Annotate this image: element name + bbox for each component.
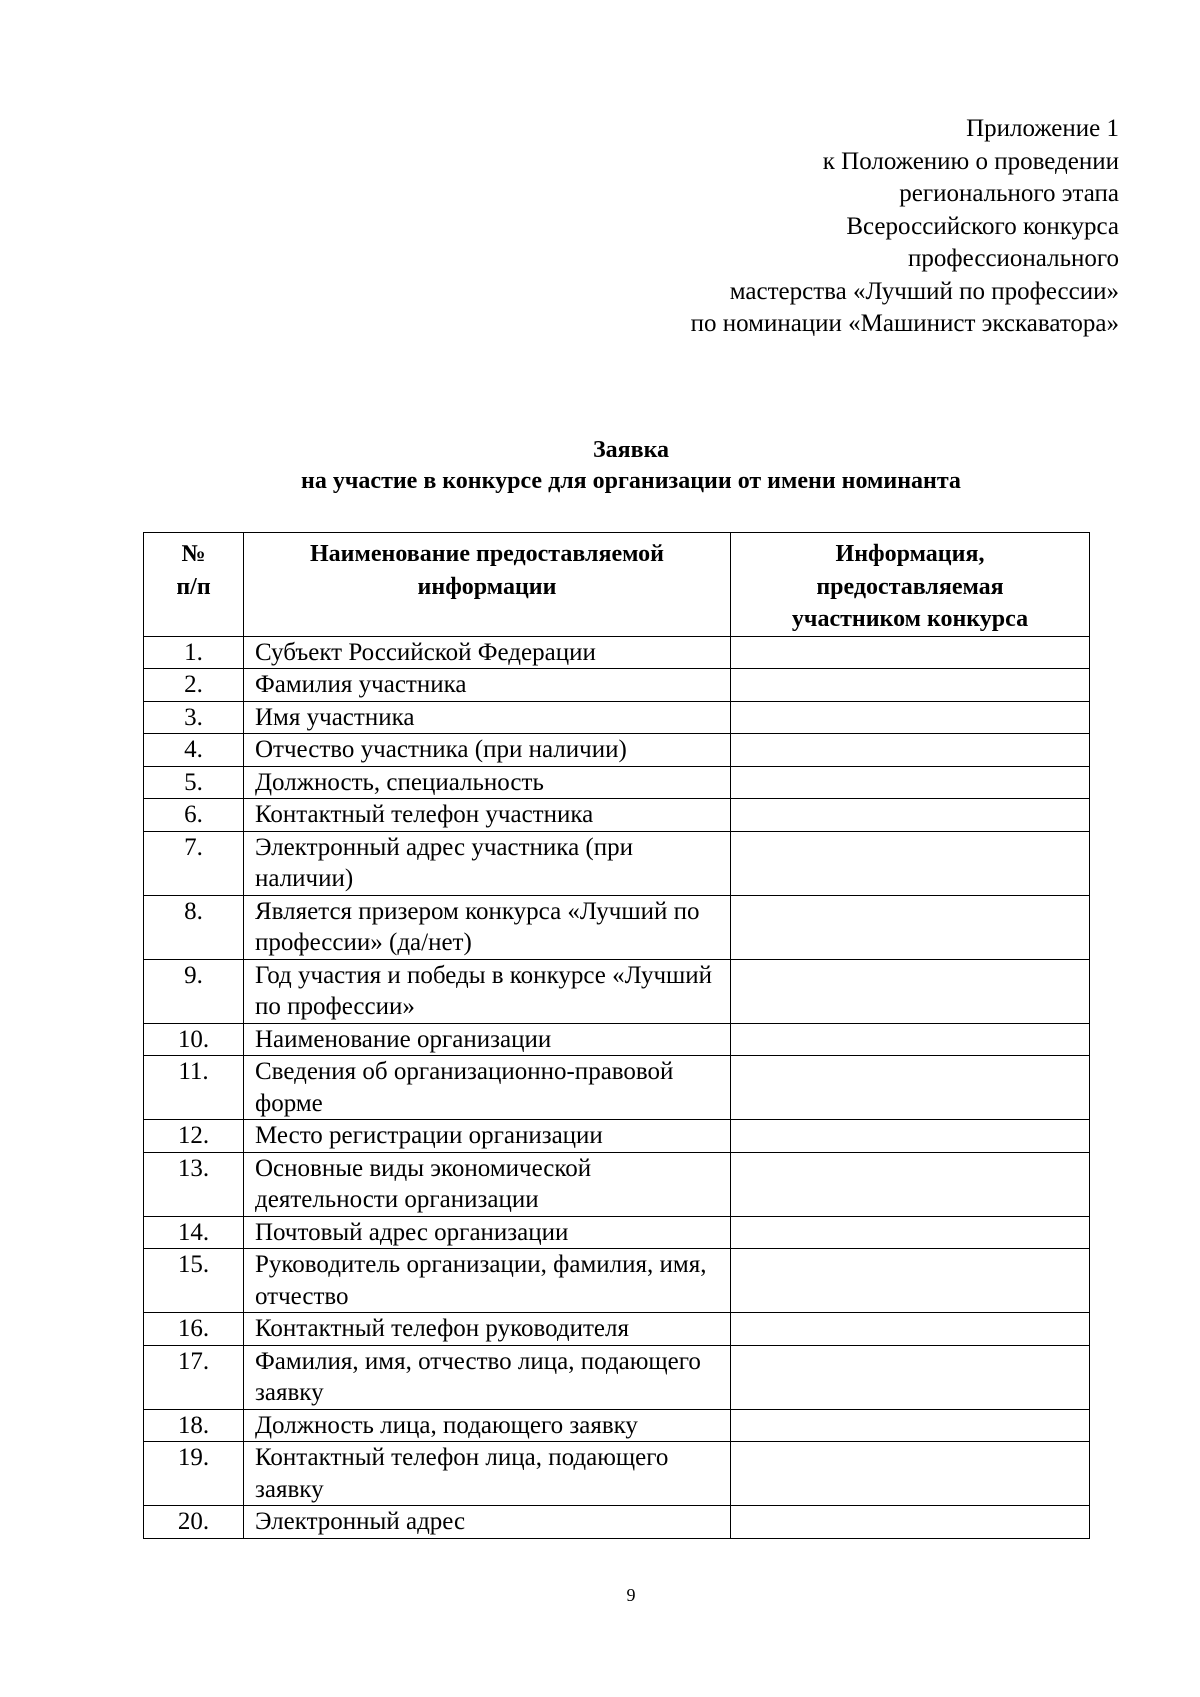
table-row bbox=[144, 1506, 1090, 1539]
row-value-field[interactable] bbox=[731, 1120, 1090, 1153]
table-row bbox=[144, 959, 1090, 1023]
row-label: Должность, специальность bbox=[244, 766, 731, 799]
table-row bbox=[144, 895, 1090, 959]
row-value-field[interactable] bbox=[731, 701, 1090, 734]
row-number: 14. bbox=[144, 1216, 244, 1249]
row-label: Субъект Российской Федерации bbox=[244, 636, 731, 669]
table-header-row bbox=[144, 533, 1090, 637]
table-row bbox=[144, 799, 1090, 832]
table-row bbox=[144, 1442, 1090, 1506]
header-name: Наименование предоставляемой информации bbox=[244, 533, 731, 637]
table-row bbox=[144, 1023, 1090, 1056]
appendix-line: мастерства «Лучший по профессии» bbox=[729, 277, 1119, 305]
row-number: 19. bbox=[144, 1442, 244, 1506]
row-label: Электронный адрес участника (при наличии) bbox=[244, 831, 731, 895]
appendix-header bbox=[691, 113, 1119, 341]
table-row bbox=[144, 1216, 1090, 1249]
appendix-line: профессионального bbox=[908, 245, 1119, 272]
table-row bbox=[144, 1313, 1090, 1346]
row-value-field[interactable] bbox=[731, 1313, 1090, 1346]
row-number: 18. bbox=[144, 1409, 244, 1442]
row-value-field[interactable] bbox=[731, 1506, 1090, 1539]
table-row bbox=[144, 701, 1090, 734]
row-value-field[interactable] bbox=[731, 895, 1090, 959]
row-value-field[interactable] bbox=[731, 959, 1090, 1023]
row-value-field[interactable] bbox=[731, 799, 1090, 832]
row-value-field[interactable] bbox=[731, 734, 1090, 767]
application-table bbox=[143, 532, 1090, 1539]
row-number: 1. bbox=[144, 636, 244, 669]
row-label: Основные виды экономической деятельности организации bbox=[244, 1152, 731, 1216]
row-value-field[interactable] bbox=[731, 1409, 1090, 1442]
table-row bbox=[144, 1409, 1090, 1442]
appendix-line: Всероссийского конкурса bbox=[846, 212, 1119, 240]
table-row bbox=[144, 734, 1090, 767]
row-label: Является призером конкурса «Лучший по профессии» (да/нет) bbox=[244, 895, 731, 959]
row-label: Имя участника bbox=[244, 701, 731, 734]
row-value-field[interactable] bbox=[731, 636, 1090, 669]
appendix-line: по номинации «Машинист экскаватора» bbox=[690, 310, 1119, 337]
table-row bbox=[144, 669, 1090, 702]
row-value-field[interactable] bbox=[731, 1023, 1090, 1056]
row-label: Контактный телефон участника bbox=[244, 799, 731, 832]
row-number: 20. bbox=[144, 1506, 244, 1539]
header-num: № п/п bbox=[144, 533, 244, 637]
row-label: Наименование организации bbox=[244, 1023, 731, 1056]
table-body bbox=[144, 636, 1090, 1538]
row-number: 10. bbox=[144, 1023, 244, 1056]
row-label: Должность лица, подающего заявку bbox=[244, 1409, 731, 1442]
header-info: Информация, предоставляемая участником конкурса bbox=[731, 533, 1090, 637]
row-number: 5. bbox=[144, 766, 244, 799]
row-label: Сведения об организационно-правовой форме bbox=[244, 1056, 731, 1120]
row-label: Место регистрации организации bbox=[244, 1120, 731, 1153]
row-number: 17. bbox=[144, 1345, 244, 1409]
row-value-field[interactable] bbox=[731, 1249, 1090, 1313]
row-value-field[interactable] bbox=[731, 1442, 1090, 1506]
row-number: 9. bbox=[144, 959, 244, 1023]
row-label: Фамилия участника bbox=[244, 669, 731, 702]
row-label: Год участия и победы в конкурсе «Лучший по профессии» bbox=[244, 959, 731, 1023]
row-value-field[interactable] bbox=[731, 766, 1090, 799]
title-line-1: Заявка bbox=[592, 437, 670, 463]
row-number: 11. bbox=[144, 1056, 244, 1120]
page-number: 9 bbox=[626, 1585, 636, 1605]
row-number: 2. bbox=[144, 669, 244, 702]
row-number: 6. bbox=[144, 799, 244, 832]
row-label: Электронный адрес bbox=[244, 1506, 731, 1539]
row-label: Контактный телефон лица, подающего заявку bbox=[244, 1442, 731, 1506]
table-row bbox=[144, 1152, 1090, 1216]
appendix-line: Приложение 1 bbox=[966, 115, 1119, 142]
row-number: 15. bbox=[144, 1249, 244, 1313]
title-line-2: на участие в конкурсе для организации от имени номинанта bbox=[301, 468, 961, 494]
table-row bbox=[144, 1249, 1090, 1313]
row-number: 7. bbox=[144, 831, 244, 895]
row-number: 13. bbox=[144, 1152, 244, 1216]
row-number: 16. bbox=[144, 1313, 244, 1346]
row-value-field[interactable] bbox=[731, 1345, 1090, 1409]
appendix-line: к Положению о проведении bbox=[822, 147, 1119, 175]
row-label: Отчество участника (при наличии) bbox=[244, 734, 731, 767]
document-title bbox=[0, 435, 1200, 497]
row-value-field[interactable] bbox=[731, 1056, 1090, 1120]
row-label: Почтовый адрес организации bbox=[244, 1216, 731, 1249]
appendix-line: регионального этапа bbox=[899, 180, 1119, 207]
row-number: 8. bbox=[144, 895, 244, 959]
row-value-field[interactable] bbox=[731, 1152, 1090, 1216]
row-number: 12. bbox=[144, 1120, 244, 1153]
table-row bbox=[144, 1120, 1090, 1153]
row-label: Контактный телефон руководителя bbox=[244, 1313, 731, 1346]
table-row bbox=[144, 766, 1090, 799]
row-number: 3. bbox=[144, 701, 244, 734]
row-value-field[interactable] bbox=[731, 669, 1090, 702]
row-value-field[interactable] bbox=[731, 1216, 1090, 1249]
table-row bbox=[144, 1345, 1090, 1409]
row-number: 4. bbox=[144, 734, 244, 767]
row-label: Руководитель организации, фамилия, имя, отчество bbox=[244, 1249, 731, 1313]
row-label: Фамилия, имя, отчество лица, подающего заявку bbox=[244, 1345, 731, 1409]
table-row bbox=[144, 831, 1090, 895]
table-row bbox=[144, 636, 1090, 669]
row-value-field[interactable] bbox=[731, 831, 1090, 895]
table-row bbox=[144, 1056, 1090, 1120]
